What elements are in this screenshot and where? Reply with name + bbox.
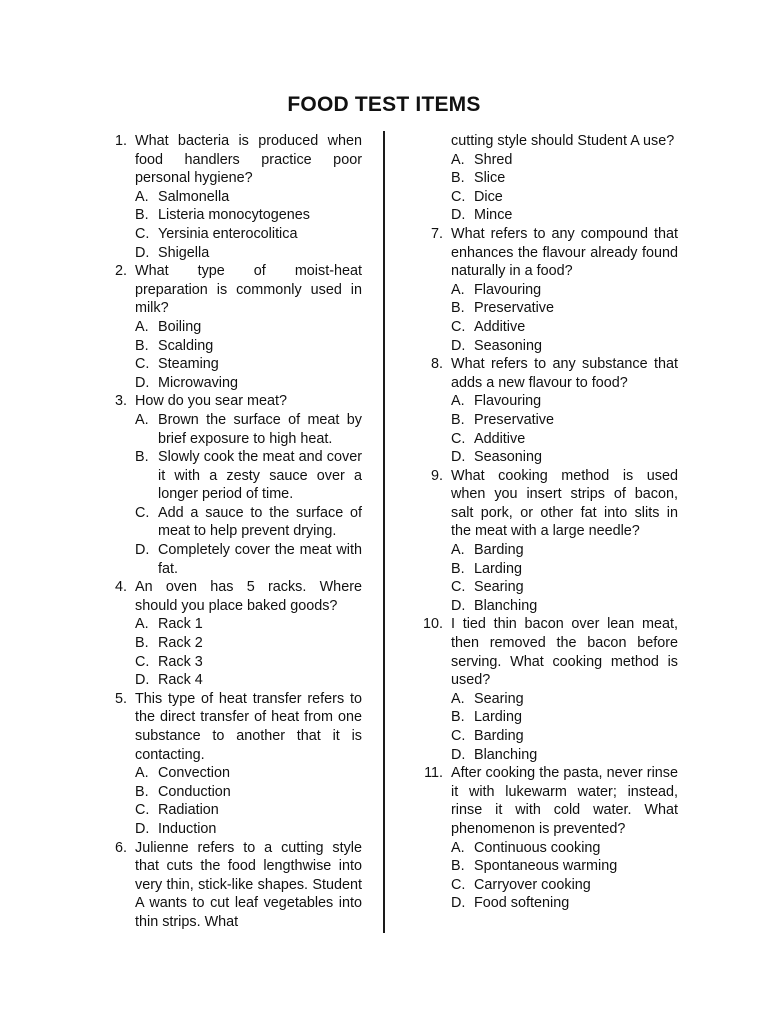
- option-text: Steaming: [158, 356, 219, 373]
- option-letter: A.: [135, 318, 149, 335]
- option-text: Additive: [474, 318, 526, 335]
- option-text: Boiling: [158, 318, 202, 335]
- answer-option: [94, 671, 362, 690]
- option-letter: A.: [451, 690, 465, 707]
- option-letter: D.: [451, 207, 466, 224]
- option-text: Blanching: [474, 746, 538, 763]
- option-text: Add a sauce to the surface of meat to help prevent drying.: [158, 504, 362, 540]
- answer-option: [94, 188, 362, 207]
- answer-option: [94, 541, 362, 578]
- answer-option: [410, 430, 678, 449]
- option-text: Shred: [474, 151, 513, 168]
- question-text: What refers to any compound that enhances the flavour already found naturally in a food?: [451, 225, 678, 280]
- option-text: Continuous cooking: [474, 839, 601, 856]
- option-text: Flavouring: [474, 281, 542, 298]
- answer-option: [94, 653, 362, 672]
- answer-option: [410, 839, 678, 858]
- answer-option: [94, 634, 362, 653]
- option-text: Barding: [474, 728, 524, 744]
- option-letter: D.: [451, 337, 466, 354]
- option-letter: C.: [135, 356, 150, 373]
- option-letter: B.: [451, 709, 465, 726]
- option-letter: D.: [135, 820, 150, 837]
- option-letter: D.: [451, 449, 466, 466]
- answer-option: [410, 708, 678, 727]
- option-text: Slowly cook the meat and cover it with a zesty sauce over a longer period of time.: [158, 449, 362, 503]
- option-letter: C.: [451, 318, 466, 335]
- answer-option: [410, 188, 678, 207]
- option-letter: B.: [451, 560, 465, 577]
- right-column: [410, 132, 678, 913]
- option-letter: A.: [135, 411, 149, 428]
- option-letter: D.: [451, 746, 466, 763]
- question: [94, 690, 362, 764]
- option-text: Mince: [474, 207, 513, 224]
- option-text: Scalding: [158, 337, 214, 354]
- answer-option: [94, 374, 362, 393]
- answer-option: [94, 337, 362, 356]
- option-text: Carryover cooking: [474, 876, 591, 893]
- answer-option: [410, 206, 678, 225]
- option-letter: A.: [451, 839, 465, 856]
- question: [410, 355, 678, 392]
- question: [410, 467, 678, 541]
- option-text: Shigella: [158, 244, 210, 261]
- option-text: Rack 3: [158, 653, 203, 670]
- answer-option: [410, 560, 678, 579]
- answer-option: [410, 690, 678, 709]
- answer-option: [94, 206, 362, 225]
- option-letter: A.: [451, 542, 465, 559]
- option-text: Convection: [158, 765, 230, 782]
- option-text: Slice: [474, 170, 506, 187]
- option-text: Induction: [158, 820, 217, 837]
- option-text: Barding: [474, 542, 524, 559]
- answer-option: [410, 299, 678, 318]
- option-letter: B.: [451, 300, 465, 317]
- option-letter: D.: [135, 672, 150, 689]
- question-text: An oven has 5 racks. Where should you place baked goods?: [135, 579, 362, 614]
- answer-option: [410, 578, 678, 597]
- option-letter: D.: [135, 374, 150, 391]
- question-number: 6.: [114, 839, 127, 856]
- option-text: Preservative: [474, 300, 554, 317]
- answer-option: [410, 448, 678, 467]
- question-text: After cooking the pasta, never rinse it with lukewarm water; instead, rinse it with cold water. What phenomenon is prevented?: [451, 765, 678, 837]
- answer-option: [410, 894, 678, 913]
- option-letter: A.: [135, 616, 149, 633]
- answer-option: [410, 857, 678, 876]
- question: [410, 225, 678, 281]
- question-number: 8.: [430, 356, 443, 373]
- question-number: 9.: [430, 467, 443, 484]
- question-number: 2.: [114, 263, 127, 280]
- option-letter: A.: [451, 393, 465, 410]
- answer-option: [410, 337, 678, 356]
- question-text: What cooking method is used when you insert strips of bacon, salt pork, or other fat into slits in the meat with a large needle?: [451, 467, 678, 540]
- question: [94, 392, 362, 411]
- question: [94, 578, 362, 615]
- answer-option: [94, 783, 362, 802]
- option-letter: A.: [135, 188, 149, 205]
- option-text: Larding: [474, 709, 523, 726]
- option-text: Spontaneous warming: [474, 858, 618, 875]
- answer-option: [94, 615, 362, 634]
- option-text: Radiation: [158, 802, 219, 819]
- option-text: Rack 4: [158, 672, 203, 689]
- question-number: 7.: [430, 225, 443, 242]
- option-text: Blanching: [474, 597, 538, 614]
- option-letter: A.: [451, 281, 465, 298]
- option-letter: B.: [135, 783, 149, 800]
- answer-option: [410, 151, 678, 170]
- question-number: 11.: [424, 765, 443, 782]
- option-text: Seasoning: [474, 337, 543, 354]
- question-text: What bacteria is produced when food handlers practice poor personal hygiene?: [135, 133, 362, 187]
- option-text: Food softening: [474, 895, 570, 912]
- option-text: Searing: [474, 690, 524, 707]
- option-letter: D.: [135, 542, 150, 559]
- answer-option: [410, 411, 678, 430]
- option-letter: B.: [451, 858, 465, 875]
- question-text: I tied thin bacon over lean meat, then removed the bacon before serving. What cooking method is used?: [451, 616, 678, 689]
- question: [94, 262, 362, 318]
- option-text: Seasoning: [474, 449, 543, 466]
- answer-option: [94, 448, 362, 504]
- answer-option: [94, 764, 362, 783]
- option-letter: B.: [451, 170, 465, 187]
- answer-option: [94, 318, 362, 337]
- option-letter: C.: [135, 653, 150, 670]
- question-text: What refers to any substance that adds a new flavour to food?: [451, 356, 678, 391]
- answer-option: [410, 318, 678, 337]
- option-text: Microwaving: [158, 374, 238, 391]
- option-letter: D.: [135, 244, 150, 261]
- column-divider: [383, 131, 385, 933]
- question-number: 3.: [114, 393, 127, 410]
- option-letter: C.: [451, 876, 466, 893]
- answer-option: [94, 504, 362, 541]
- option-letter: B.: [135, 337, 149, 354]
- option-letter: C.: [135, 504, 150, 521]
- question: [94, 132, 362, 188]
- answer-option: [410, 876, 678, 895]
- question-continuation: [410, 132, 678, 151]
- option-text: Flavouring: [474, 393, 542, 410]
- answer-option: [410, 392, 678, 411]
- question-number: 1.: [114, 133, 127, 149]
- question-text: How do you sear meat?: [135, 393, 287, 410]
- answer-option: [94, 411, 362, 448]
- option-letter: C.: [135, 225, 150, 242]
- option-letter: D.: [451, 895, 466, 912]
- option-letter: C.: [451, 579, 466, 596]
- option-text: Dice: [474, 188, 503, 205]
- option-letter: B.: [135, 207, 149, 224]
- question-text: What type of moist-heat preparation is commonly used in milk?: [135, 263, 362, 317]
- question-text: Julienne refers to a cutting style that cuts the food lengthwise into very thin, stick-like shapes. Student A wants to cut leaf vegetables into thin strips. What: [135, 839, 362, 930]
- option-text: Listeria monocytogenes: [158, 207, 310, 224]
- left-column: [94, 132, 362, 932]
- option-text: Yersinia enterocolitica: [158, 225, 298, 242]
- question: [94, 839, 362, 932]
- question: [410, 615, 678, 689]
- question-continuation-text: cutting style should Student A use?: [451, 133, 675, 149]
- option-letter: C.: [451, 728, 466, 744]
- option-text: Conduction: [158, 783, 231, 800]
- answer-option: [410, 169, 678, 188]
- answer-option: [410, 727, 678, 746]
- question-number: 10.: [422, 616, 443, 633]
- option-letter: B.: [135, 635, 149, 652]
- option-letter: A.: [135, 765, 149, 782]
- answer-option: [410, 281, 678, 300]
- option-text: Additive: [474, 430, 526, 447]
- answer-option: [410, 746, 678, 765]
- page-title: FOOD TEST ITEMS: [287, 93, 481, 116]
- option-text: Rack 1: [158, 616, 203, 633]
- option-text: Rack 2: [158, 635, 203, 652]
- option-letter: C.: [451, 188, 466, 205]
- option-letter: C.: [451, 430, 466, 447]
- answer-option: [94, 244, 362, 263]
- option-text: Salmonella: [158, 188, 230, 205]
- question: [410, 764, 678, 838]
- answer-option: [94, 355, 362, 374]
- option-text: Searing: [474, 579, 524, 596]
- option-letter: D.: [451, 597, 466, 614]
- option-letter: C.: [135, 802, 150, 819]
- option-text: Completely cover the meat with fat.: [158, 542, 362, 577]
- answer-option: [94, 225, 362, 244]
- answer-option: [410, 541, 678, 560]
- option-text: Larding: [474, 560, 523, 577]
- option-letter: A.: [451, 151, 465, 168]
- question-number: 4.: [114, 579, 127, 596]
- answer-option: [410, 597, 678, 616]
- option-text: Brown the surface of meat by brief exposure to high heat.: [158, 411, 362, 447]
- option-letter: B.: [451, 411, 465, 428]
- answer-option: [94, 801, 362, 820]
- question-number: 5.: [114, 690, 127, 707]
- option-text: Preservative: [474, 411, 554, 428]
- option-letter: B.: [135, 449, 149, 466]
- question-text: This type of heat transfer refers to the direct transfer of heat from one substance to another that it is contacting.: [135, 690, 362, 763]
- answer-option: [94, 820, 362, 839]
